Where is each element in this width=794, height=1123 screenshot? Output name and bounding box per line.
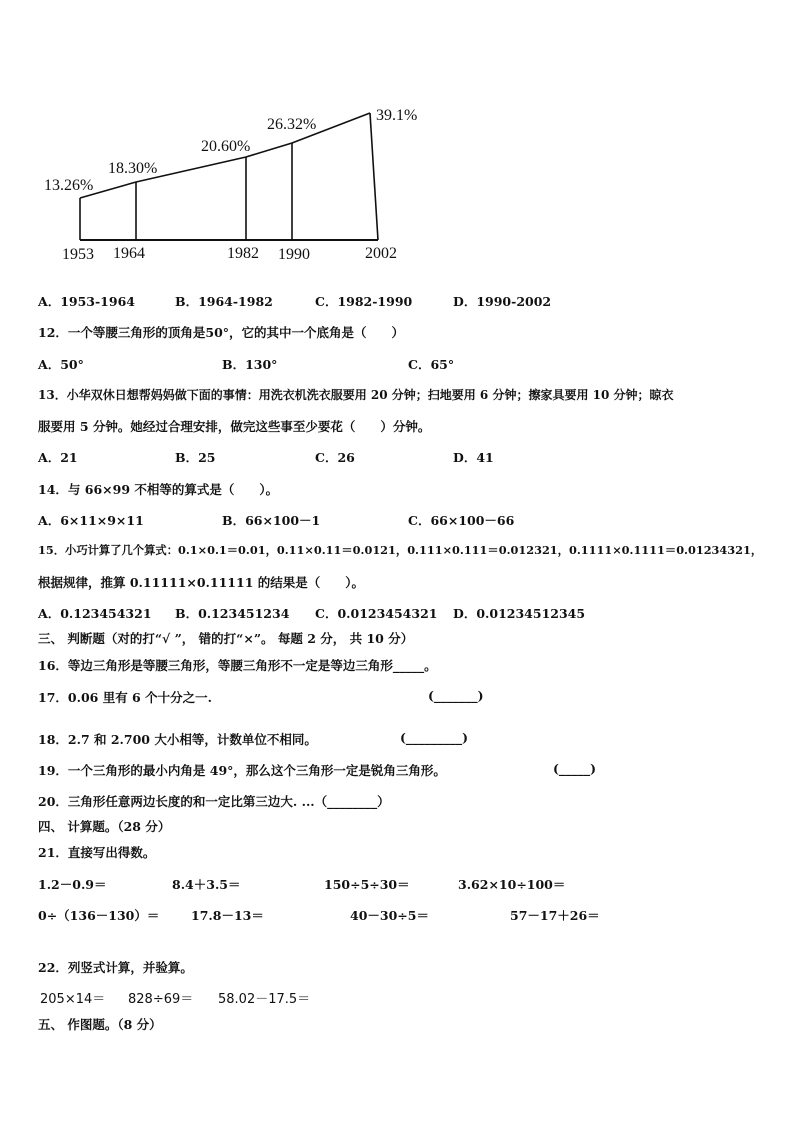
q16: 16．等边三角形是等腰三角形，等腰三角形不一定是等边三角形_____。 [38, 658, 437, 673]
q13-stem-line2: 服要用 5 分钟。她经过合理安排，做完这些事至少要花（ ）分钟。 [38, 419, 431, 434]
q21-r1-c2: 8.4＋3.5＝ [172, 877, 241, 892]
chart-value-label: 18.30% [108, 160, 158, 177]
q15-option-a: A．0.123454321 [38, 606, 152, 621]
section5-heading: 五、 作图题。（8 分） [38, 1017, 162, 1032]
q21-r2-c2: 17.8－13＝ [191, 908, 264, 923]
q13-option-a: A．21 [38, 450, 78, 465]
q14-option-c: C．66×100－66 [408, 513, 515, 528]
q12-stem: 12．一个等腰三角形的顶角是50°，它的其中一个底角是（ ） [38, 325, 405, 340]
q22-stem: 22．列竖式计算，并验算。 [38, 960, 193, 975]
chart-series-line [80, 113, 370, 198]
q19-blank: (_____) [553, 761, 597, 776]
q19-stem: 19．一个三角形的最小内角是 49°，那么这个三角形一定是锐角三角形。 [38, 763, 446, 778]
chart-value-label: 39.1% [376, 107, 418, 124]
percentage-chart [0, 0, 794, 280]
q20: 20．三角形任意两边长度的和一定比第三边大. ...（________） [38, 794, 390, 809]
q14-option-a: A．6×11×9×11 [38, 513, 144, 528]
q21-stem: 21．直接写出得数。 [38, 845, 156, 860]
chart-value-label: 13.26% [44, 177, 94, 194]
chart-year-label: 1982 [227, 245, 259, 262]
chart-year-label: 1964 [113, 245, 145, 262]
chart-value-label: 20.60% [201, 138, 251, 155]
chart-year-label: 2002 [365, 245, 397, 262]
section4-heading: 四、 计算题。（28 分） [38, 819, 171, 834]
q11-option-a: A．1953-1964 [38, 294, 135, 309]
q15-option-d: D．0.01234512345 [453, 606, 586, 621]
q18-blank: (_________) [400, 730, 469, 745]
q12-option-b: B．130° [222, 357, 278, 372]
q11-option-d: D．1990-2002 [453, 294, 552, 309]
q21-r2-c3: 40－30÷5＝ [350, 908, 429, 923]
q21-r2-c4: 57－17＋26＝ [510, 908, 600, 923]
chart-right-edge [370, 113, 378, 240]
q15-option-b: B．0.123451234 [175, 606, 290, 621]
q21-r2-c1: 0÷（136－130）＝ [38, 908, 160, 923]
q11-option-c: C．1982-1990 [315, 294, 413, 309]
q15-stem-line1: 15．小巧计算了几个算式：0.1×0.1＝0.01，0.11×0.11＝0.0121，0.111×0.111＝0.012321，0.1111×0.1111＝0.01234321， [38, 543, 763, 557]
q17-blank: (_______) [428, 688, 484, 703]
q21-r1-c4: 3.62×10÷100＝ [458, 877, 566, 892]
q21-r1-c1: 1.2－0.9＝ [38, 877, 107, 892]
section3-heading: 三、 判断题（对的打“√ ”， 错的打“×”。 每题 2 分， 共 10 分） [38, 631, 414, 646]
q22-item-3: 58.02－17.5＝ [218, 992, 311, 1007]
q13-option-b: B．25 [175, 450, 216, 465]
chart-value-label: 26.32% [267, 116, 317, 133]
q13-option-c: C．26 [315, 450, 355, 465]
q17-stem: 17．0.06 里有 6 个十分之一. [38, 690, 212, 705]
q22-item-2: 828÷69＝ [128, 992, 194, 1007]
q14-stem: 14．与 66×99 不相等的算式是（ ）。 [38, 482, 279, 497]
q11-option-b: B．1964-1982 [175, 294, 273, 309]
q12-option-a: A．50° [38, 357, 84, 372]
q18-stem: 18．2.7 和 2.700 大小相等，计数单位不相同。 [38, 732, 317, 747]
q12-option-c: C．65° [408, 357, 455, 372]
q14-option-b: B．66×100－1 [222, 513, 321, 528]
q15-option-c: C．0.0123454321 [315, 606, 438, 621]
q13-option-d: D．41 [453, 450, 494, 465]
q22-item-1: 205×14＝ [40, 992, 106, 1007]
chart-year-label: 1953 [62, 246, 94, 263]
q21-r1-c3: 150÷5÷30＝ [324, 877, 410, 892]
q15-stem-line2: 根据规律，推算 0.11111×0.11111 的结果是（ ）。 [38, 575, 365, 590]
q13-stem-line1: 13．小华双休日想帮妈妈做下面的事情：用洗衣机洗衣服要用 20 分钟；扫地要用 6 分钟；擦家具要用 10 分钟；晾衣 [38, 388, 674, 402]
chart-year-label: 1990 [278, 246, 310, 263]
